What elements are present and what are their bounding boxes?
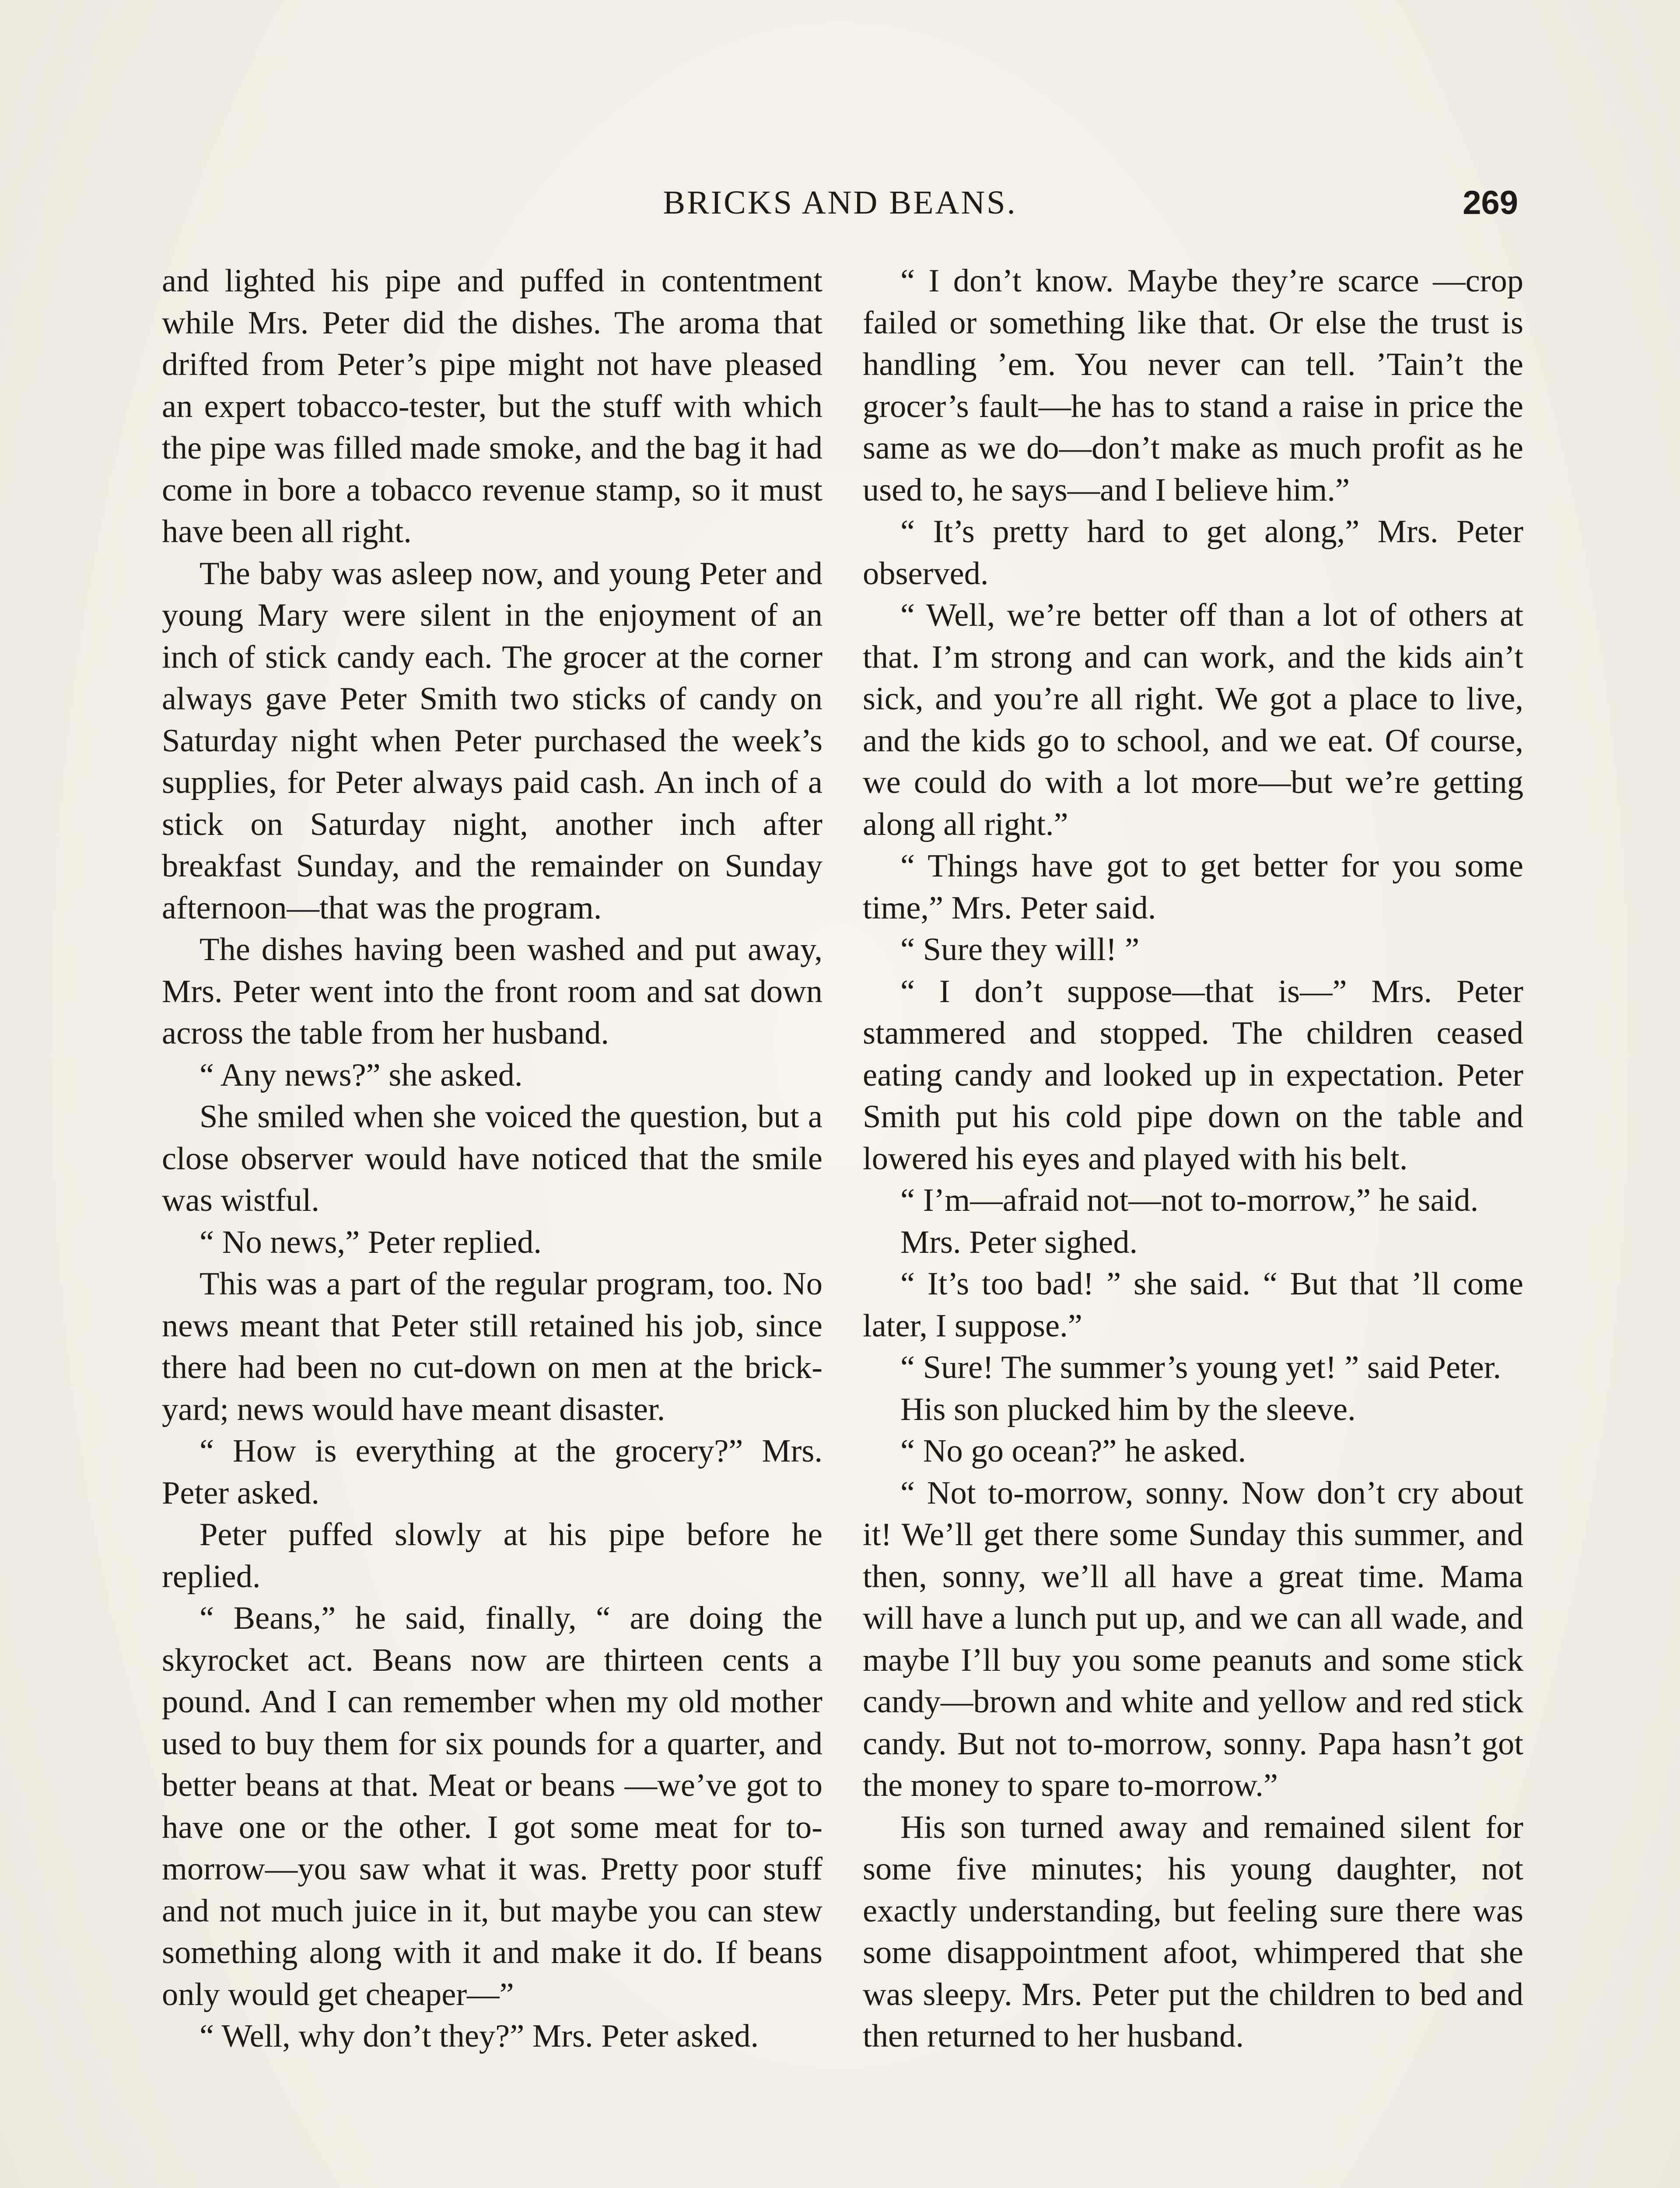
paragraph: His son turned away and remained silent for some five minutes; his young daughter, not exactly understanding, but feeling sure there was some disappointment afoot, whimpered that she was sleepy. Mrs. Peter put the children to bed and then returned to her husband.	[863, 1809, 1523, 2054]
paragraph: “ I don’t know. Maybe they’re scarce —crop failed or something like that. Or else the trust is handling ’em. You never can tell. ’Tain’t the grocer’s fault—he has to stand a raise in price the same as we do—don’t make as much profit as he used to, he says—and I believe him.”	[863, 263, 1523, 508]
paragraph: Peter puffed slowly at his pipe before he replied.	[162, 1517, 822, 1595]
paragraph: “ Sure! The summer’s young yet! ” said Peter.	[900, 1350, 1502, 1385]
paragraph: “ It’s too bad! ” she said. “ But that ’ll come later, I suppose.”	[863, 1266, 1523, 1344]
paragraph: “ Well, we’re better off than a lot of others at that. I’m strong and can work, and the kids ain’t sick, and you’re all right. We got a place to live, and the kids go to school, and we eat. Of course, we could do with a lot more—but we’re getting along all right.”	[863, 597, 1523, 842]
paragraph: Mrs. Peter sighed.	[900, 1224, 1138, 1260]
paragraph: His son plucked him by the sleeve.	[900, 1391, 1356, 1427]
paragraph: “ Well, why don’t they?” Mrs. Peter asked.	[200, 2018, 759, 2054]
paragraph: and lighted his pipe and puffed in contentment while Mrs. Peter did the dishes. The aroma that drifted from Peter’s pipe might not have pleased an expert tobacco-tester, but the stuff with which the pipe was filled made smoke, and the bag it had come in bore a tobacco revenue stamp, so it must have been all right.	[162, 263, 822, 550]
paragraph: “ Any news?” she asked.	[200, 1057, 523, 1093]
paragraph: “ I don’t suppose—that is—” Mrs. Peter stammered and stopped. The children ceased eating candy and looked up in expectation. Peter Smith put his cold pipe down on the table and lowered his eyes and played with his belt.	[863, 973, 1523, 1177]
page-number: 269	[1463, 184, 1518, 221]
paragraph: “ Things have got to get better for you some time,” Mrs. Peter said.	[863, 848, 1523, 926]
paragraph: “ Sure they will! ”	[900, 932, 1140, 968]
paragraph: “ Beans,” he said, finally, “ are doing the skyrocket act. Beans now are thirteen cents a pound. And I can remember when my old mother used to buy them for six pounds for a quarter, and better beans at that. Meat or beans —we’ve got to have one or the other. I got some meat for to-morrow—you saw what it was. Pretty poor stuff and not much juice in it, but maybe you can stew something along with it and make it do. If beans only would get cheaper—”	[162, 1600, 822, 2013]
paragraph: This was a part of the regular program, too. No news meant that Peter still retained his job, since there had been no cut-down on men at the brick-yard; news would have meant disaster.	[162, 1266, 822, 1427]
page-header	[162, 184, 1518, 236]
paragraph: “ No news,” Peter replied.	[200, 1224, 542, 1260]
left-column	[162, 260, 822, 2058]
paragraph: The baby was asleep now, and young Peter and young Mary were silent in the enjoyment of an inch of stick candy each. The grocer at the corner always gave Peter Smith two sticks of candy on Saturday night when Peter purchased the week’s supplies, for Peter always paid cash. An inch of a stick on Saturday night, another inch after breakfast Sunday, and the remainder on Sunday afternoon—that was the program.	[162, 555, 822, 926]
paragraph: “ How is everything at the grocery?” Mrs. Peter asked.	[162, 1433, 822, 1511]
paragraph: The dishes having been washed and put away, Mrs. Peter went into the front room and sat down across the table from her husband.	[162, 932, 822, 1051]
paragraph: “ I’m—afraid not—not to-morrow,” he said.	[900, 1182, 1479, 1218]
right-column	[863, 260, 1523, 2058]
paragraph: “ Not to-morrow, sonny. Now don’t cry about it! We’ll get there some Sunday this summer, and then, sonny, we’ll all have a great time. Mama will have a lunch put up, and we can all wade, and maybe I’ll buy you some peanuts and some stick candy—brown and white and yellow and red stick candy. But not to-morrow, sonny. Papa hasn’t got the money to spare to-morrow.”	[863, 1475, 1523, 1803]
running-title: BRICKS AND BEANS.	[663, 184, 1017, 221]
paragraph: “ No go ocean?” he asked.	[900, 1433, 1246, 1469]
paragraph: She smiled when she voiced the question, but a close observer would have noticed that the smile was wistful.	[162, 1099, 822, 1218]
paragraph: “ It’s pretty hard to get along,” Mrs. Peter observed.	[863, 514, 1523, 592]
